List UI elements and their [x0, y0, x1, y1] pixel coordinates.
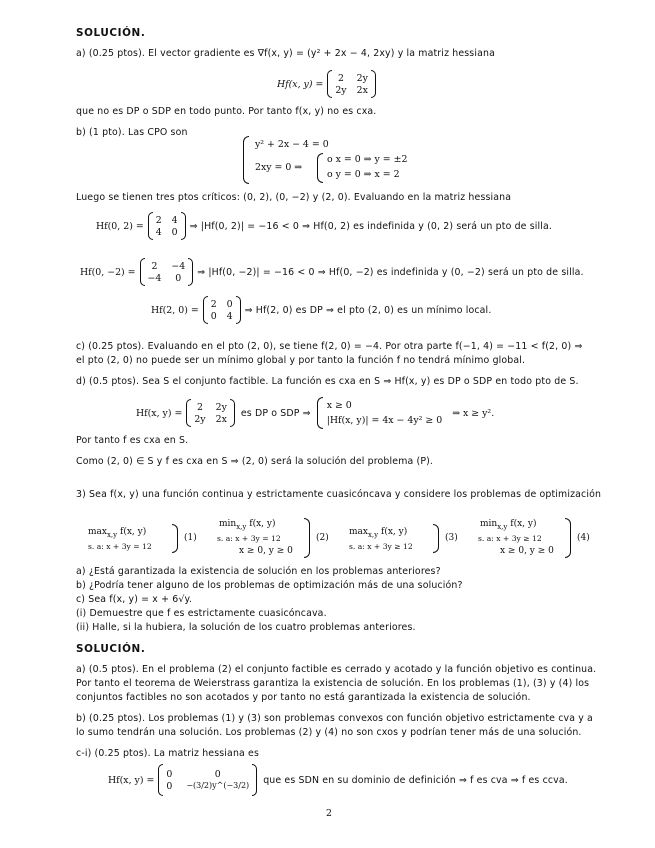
part-b-text: b) (1 pto). Las CPO son	[76, 127, 188, 138]
question-c: c) Sea f(x, y) = x + 6√y.	[76, 594, 192, 605]
solution2-c1: c-i) (0.25 ptos). La matriz hessiana es	[76, 748, 260, 759]
problem-2-tag: (2)	[316, 533, 329, 543]
hessian-matrix: 2 2y 2y 2x	[335, 72, 368, 96]
question-ii: (ii) Halle, si la hubiera, la solución de los cuatro problemas anteriores.	[76, 622, 416, 633]
part-a-text: a) (0.25 ptos). El vector gradiente es ∇f(x, y) = (y² + 2x − 4, 2xy) y la matriz hessiana	[76, 48, 495, 59]
solution2-title: SOLUCIÓN.	[76, 643, 146, 655]
critical-points-text: Luego se tienen tres ptos críticos: (0, 2), (0, −2) y (2, 0). Evaluando en la matriz hessiana	[76, 192, 512, 203]
problem-2: $\min_{x,y} f(x$, y) s. a: x + 3y = 12 x ≥ 0, y ≥ 0	[217, 519, 293, 556]
hessian-0-2: Hf(0, 2) = 2 4 4 0 ⇒ |Hf(0, 2)| = −16 < 0 ⇒ Hf(0, 2) es indefinida y (0, 2) será un pto de silla.	[96, 212, 552, 240]
solution2-b2: lo sumo tendrán una solución. Los problemas (2) y (4) no son cxos y podrían tener más de una solución.	[76, 727, 582, 738]
question-a: a) ¿Está garantizada la existencia de solución en los problemas anteriores?	[76, 566, 441, 577]
problem-3: $\max_{x,y} f(x$, y) s. a: x + 3y ≥ 12	[349, 527, 413, 551]
part-a-hessian	[277, 70, 376, 98]
problem-1-tag: (1)	[184, 533, 197, 543]
hessian-label: Hf(x, y) =	[277, 78, 324, 90]
problem-3-tag: (3)	[445, 533, 458, 543]
solution2-b1: b) (0.25 ptos). Los problemas (1) y (3) son problemas convexos con función objetivo estrictamente cva y a	[76, 713, 593, 724]
part-d-hessian: Hf(x, y) = 2 2y 2y 2x es DP o SDP ⇒ x ≥ 0 |Hf(x, y)| = 4x − 4y² ≥ 0 ⇒ x ≥ y².	[136, 397, 494, 429]
solution2-a2: Por tanto el teorema de Weierstrass garantiza la existencia de solución. En los problemas (1), (3) y (4) los	[76, 678, 590, 689]
problem3-intro: 3) Sea f(x, y) una función continua y estrictamente cuasicóncava y considere los problemas de optimización	[76, 489, 602, 500]
part-d-line2: Por tanto f es cxa en S.	[76, 435, 189, 446]
page-number: 2	[326, 808, 332, 819]
solution2-a3: conjuntos factibles no son acotados y por tanto no está garantizada la existencia de solución.	[76, 692, 531, 703]
part-d-line3: Como (2, 0) ∈ S y f es cxa en S ⇒ (2, 0) será la solución del problema (P).	[76, 456, 434, 467]
solution2-a1: a) (0.5 ptos). En el problema (2) el conjunto factible es cerrado y acotado y la función objetivo es continua.	[76, 664, 597, 675]
solution2-hessian: Hf(x, y) = 0 0 0 −(3/2)y^(−3/2) que es SDN en su dominio de definición ⇒ f es cva ⇒ f es ccva.	[108, 764, 568, 796]
question-b: b) ¿Podría tener alguno de los problemas de optimización más de una solución?	[76, 580, 463, 591]
part-d-line1: d) (0.5 ptos). Sea S el conjunto factible. La función es cxa en S ⇒ Hf(x, y) es DP o SDP en todo pto de S.	[76, 376, 579, 387]
problem-4-tag: (4)	[577, 533, 590, 543]
question-i: (i) Demuestre que f es estrictamente cuasicóncava.	[76, 608, 327, 619]
part-c-line2: el pto (2, 0) no puede ser un mínimo global y por tanto la función f no tendrá mínimo global.	[76, 355, 526, 366]
problem-4: $\min_{x,y} f(x$, y) s. a: x + 3y ≥ 12 x ≥ 0, y ≥ 0	[478, 519, 554, 556]
section-title: SOLUCIÓN.	[76, 27, 146, 39]
problem-1: $\max_{x,y} f(x$, y) s. a: x + 3y = 12	[88, 527, 152, 551]
hessian-0-neg2: Hf(0, −2) = 2 −4 −4 0 ⇒ |Hf(0, −2)| = −16 < 0 ⇒ Hf(0, −2) es indefinida y (0, −2) será un pto de silla.	[80, 258, 584, 286]
hessian-2-0: Hf(2, 0) = 2 0 0 4 ⇒ Hf(2, 0) es DP ⇒ el pto (2, 0) es un mínimo local.	[151, 296, 491, 324]
part-a-conclusion: que no es DP o SDP en todo punto. Por tanto f(x, y) no es cxa.	[76, 106, 377, 117]
part-c-line1: c) (0.25 ptos). Evaluando en el pto (2, 0), se tiene f(2, 0) = −4. Por otra parte f(−1, 4) = −11 < f(2, 0) ⇒	[76, 341, 583, 352]
